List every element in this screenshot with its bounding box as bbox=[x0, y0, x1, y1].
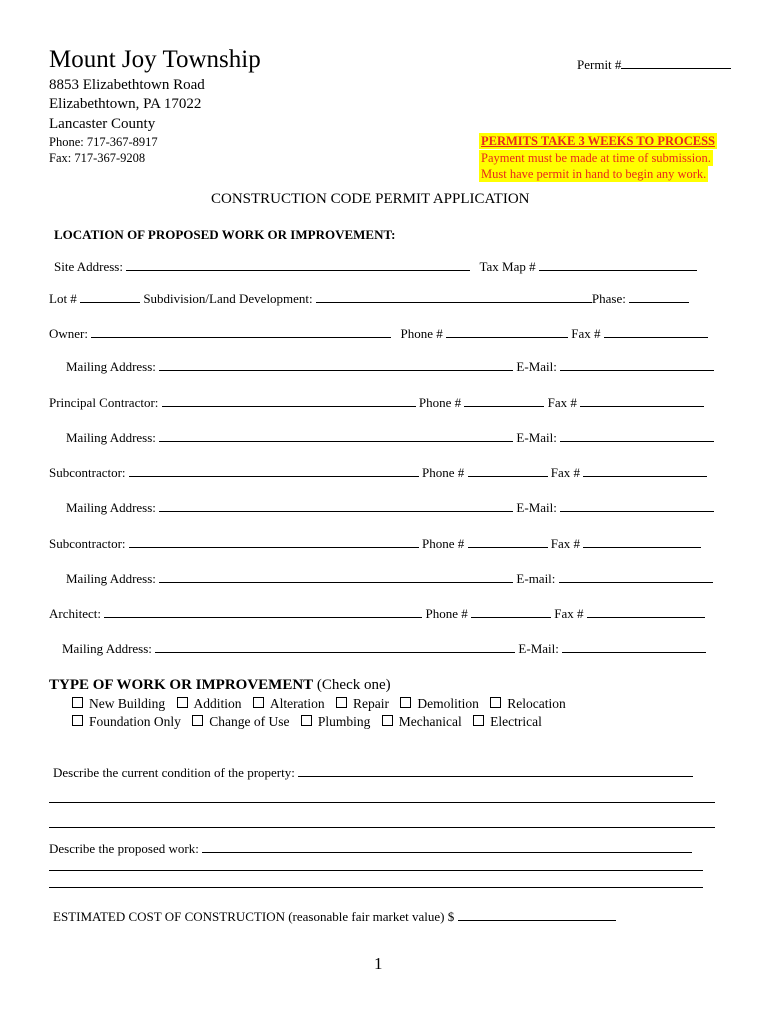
checkbox-icon[interactable] bbox=[400, 697, 411, 708]
owner-phone-field[interactable] bbox=[446, 325, 568, 338]
checkbox-label: Electrical bbox=[490, 714, 542, 729]
architect-fax-label: Fax # bbox=[554, 606, 584, 621]
subdivision-label: Subdivision/Land Development: bbox=[143, 291, 313, 306]
subcontractor1-row bbox=[49, 464, 707, 481]
proposed-work-field[interactable] bbox=[202, 840, 692, 853]
architect-phone-label: Phone # bbox=[425, 606, 468, 621]
checkbox-electrical[interactable] bbox=[473, 714, 542, 730]
checkbox-label: Addition bbox=[193, 696, 242, 711]
owner-mailing-row bbox=[66, 358, 714, 375]
proposed-work-line3[interactable] bbox=[49, 887, 703, 888]
checkbox-demolition[interactable] bbox=[400, 696, 479, 712]
owner-fax-label: Fax # bbox=[571, 326, 601, 341]
subcontractor1-mailing-label: Mailing Address: bbox=[66, 500, 156, 515]
work-type-row2 bbox=[72, 714, 542, 730]
page-number: 1 bbox=[374, 954, 383, 973]
principal-field[interactable] bbox=[162, 394, 416, 407]
principal-email-field[interactable] bbox=[560, 429, 714, 442]
proposed-work-row bbox=[49, 840, 692, 857]
subcontractor1-email-label: E-Mail: bbox=[516, 500, 557, 515]
permit-number-label: Permit # bbox=[577, 57, 622, 72]
owner-fax-field[interactable] bbox=[604, 325, 708, 338]
principal-row bbox=[49, 394, 704, 411]
architect-email-label: E-Mail: bbox=[518, 641, 559, 656]
architect-mailing-field[interactable] bbox=[155, 640, 515, 653]
checkbox-icon[interactable] bbox=[473, 715, 484, 726]
checkbox-relocation[interactable] bbox=[490, 696, 565, 712]
permit-number-line[interactable] bbox=[621, 56, 731, 69]
subcontractor2-phone-label: Phone # bbox=[422, 536, 465, 551]
subcontractor1-field[interactable] bbox=[129, 464, 419, 477]
checkbox-mechanical[interactable] bbox=[382, 714, 462, 730]
estimated-cost-row bbox=[53, 908, 616, 925]
site-address-row bbox=[54, 258, 697, 275]
phase-field[interactable] bbox=[629, 290, 689, 303]
owner-mailing-field[interactable] bbox=[159, 358, 513, 371]
checkbox-label: Change of Use bbox=[209, 714, 290, 729]
architect-email-field[interactable] bbox=[562, 640, 706, 653]
address-line1: 8853 Elizabethtown Road bbox=[49, 77, 205, 93]
current-condition-line2[interactable] bbox=[49, 802, 715, 803]
owner-mailing-label: Mailing Address: bbox=[66, 359, 156, 374]
subcontractor2-mailing-field[interactable] bbox=[159, 570, 513, 583]
owner-label: Owner: bbox=[49, 326, 88, 341]
site-address-field[interactable] bbox=[126, 258, 470, 271]
owner-phone-label: Phone # bbox=[400, 326, 443, 341]
subcontractor2-mailing-row bbox=[66, 570, 713, 587]
architect-field[interactable] bbox=[104, 605, 422, 618]
fax-number: Fax: 717-367-9208 bbox=[49, 151, 146, 165]
tax-map-label: Tax Map # bbox=[479, 259, 536, 274]
phase-label: Phase: bbox=[591, 291, 626, 306]
architect-label: Architect: bbox=[49, 606, 101, 621]
checkbox-label: Mechanical bbox=[398, 714, 462, 729]
principal-mailing-row bbox=[66, 429, 714, 446]
phone-number: Phone: 717-367-8917 bbox=[49, 135, 158, 149]
subcontractor2-mailing-label: Mailing Address: bbox=[66, 571, 156, 586]
subcontractor1-fax-label: Fax # bbox=[550, 465, 581, 480]
notice-processing-time: PERMITS TAKE 3 WEEKS TO PROCESS bbox=[481, 134, 715, 148]
owner-row bbox=[49, 325, 708, 342]
notice-permit-in-hand: Must have permit in hand to begin any work. bbox=[481, 167, 707, 181]
proposed-work-line2[interactable] bbox=[49, 870, 703, 871]
subcontractor1-phone-label: Phone # bbox=[422, 465, 465, 480]
checkbox-label: Relocation bbox=[507, 696, 566, 711]
principal-phone-label: Phone # bbox=[418, 395, 462, 410]
principal-email-label: E-Mail: bbox=[516, 430, 557, 445]
current-condition-field[interactable] bbox=[298, 764, 693, 777]
work-type-row1 bbox=[72, 696, 566, 712]
subcontractor2-phone-field[interactable] bbox=[468, 535, 548, 548]
subdivision-field[interactable] bbox=[316, 290, 592, 303]
current-condition-label: Describe the current condition of the property: bbox=[53, 765, 295, 780]
checkbox-alteration[interactable] bbox=[253, 696, 325, 712]
lot-label: Lot # bbox=[49, 291, 77, 306]
owner-email-field[interactable] bbox=[560, 358, 714, 371]
checkbox-label: Plumbing bbox=[317, 714, 371, 729]
owner-field[interactable] bbox=[91, 325, 391, 338]
principal-phone-field[interactable] bbox=[464, 394, 544, 407]
principal-fax-label: Fax # bbox=[547, 395, 577, 410]
subcontractor2-email-label: E-mail: bbox=[516, 571, 556, 586]
checkbox-new-building[interactable] bbox=[72, 696, 165, 712]
subcontractor2-fax-field[interactable] bbox=[583, 535, 701, 548]
subcontractor1-mailing-field[interactable] bbox=[159, 499, 513, 512]
checkbox-icon[interactable] bbox=[72, 715, 83, 726]
subcontractor2-fax-label: Fax # bbox=[550, 536, 581, 551]
work-type-heading-text: TYPE OF WORK OR IMPROVEMENT bbox=[49, 677, 314, 693]
subcontractor1-label: Subcontractor: bbox=[49, 465, 126, 480]
subcontractor2-label: Subcontractor: bbox=[49, 536, 126, 551]
checkbox-icon[interactable] bbox=[490, 697, 501, 708]
proposed-work-label: Describe the proposed work: bbox=[49, 841, 199, 856]
subcontractor1-email-field[interactable] bbox=[560, 499, 714, 512]
principal-fax-field[interactable] bbox=[580, 394, 704, 407]
permit-number-field[interactable] bbox=[577, 56, 731, 73]
checkbox-label: Repair bbox=[353, 696, 389, 711]
principal-mailing-field[interactable] bbox=[159, 429, 513, 442]
current-condition-row bbox=[53, 764, 693, 781]
principal-label: Principal Contractor: bbox=[49, 395, 159, 410]
checkbox-icon[interactable] bbox=[72, 697, 83, 708]
checkbox-label: Foundation Only bbox=[89, 714, 181, 729]
architect-fax-field[interactable] bbox=[587, 605, 705, 618]
work-type-heading bbox=[49, 677, 391, 694]
form-title: CONSTRUCTION CODE PERMIT APPLICATION bbox=[211, 191, 530, 207]
architect-row bbox=[49, 605, 705, 622]
checkbox-icon[interactable] bbox=[301, 715, 312, 726]
current-condition-line3[interactable] bbox=[49, 827, 715, 828]
checkbox-icon[interactable] bbox=[192, 715, 203, 726]
architect-mailing-label: Mailing Address: bbox=[62, 641, 152, 656]
site-address-label: Site Address: bbox=[54, 259, 123, 274]
checkbox-icon[interactable] bbox=[253, 697, 264, 708]
notice-payment: Payment must be made at time of submission. bbox=[481, 151, 711, 165]
subcontractor1-phone-field[interactable] bbox=[468, 464, 548, 477]
tax-map-field[interactable] bbox=[539, 258, 697, 271]
lot-row bbox=[49, 290, 689, 307]
estimated-cost-label: ESTIMATED COST OF CONSTRUCTION (reasonable fair market value) $ bbox=[53, 909, 455, 924]
work-type-heading-note: (Check one) bbox=[316, 677, 391, 693]
address-line2: Elizabethtown, PA 17022 bbox=[49, 96, 202, 112]
checkbox-repair[interactable] bbox=[336, 696, 389, 712]
subcontractor2-field[interactable] bbox=[129, 535, 419, 548]
subcontractor1-fax-field[interactable] bbox=[583, 464, 707, 477]
county: Lancaster County bbox=[49, 116, 156, 132]
checkbox-foundation-only[interactable] bbox=[72, 714, 181, 730]
owner-email-label: E-Mail: bbox=[516, 359, 557, 374]
architect-mailing-row bbox=[62, 640, 706, 657]
checkbox-icon[interactable] bbox=[177, 697, 188, 708]
subcontractor2-row bbox=[49, 535, 701, 552]
checkbox-change-of-use[interactable] bbox=[192, 714, 289, 730]
checkbox-icon[interactable] bbox=[382, 715, 393, 726]
checkbox-icon[interactable] bbox=[336, 697, 347, 708]
architect-phone-field[interactable] bbox=[471, 605, 551, 618]
checkbox-label: Alteration bbox=[269, 696, 325, 711]
checkbox-plumbing[interactable] bbox=[301, 714, 371, 730]
location-heading: LOCATION OF PROPOSED WORK OR IMPROVEMENT: bbox=[54, 227, 396, 242]
estimated-cost-field[interactable] bbox=[458, 908, 616, 921]
checkbox-label: Demolition bbox=[417, 696, 479, 711]
checkbox-label: New Building bbox=[89, 696, 166, 711]
subcontractor1-mailing-row bbox=[66, 499, 714, 516]
lot-field[interactable] bbox=[80, 290, 140, 303]
subcontractor2-email-field[interactable] bbox=[559, 570, 713, 583]
principal-mailing-label: Mailing Address: bbox=[66, 430, 156, 445]
checkbox-addition[interactable] bbox=[177, 696, 242, 712]
township-name: Mount Joy Township bbox=[49, 46, 261, 73]
